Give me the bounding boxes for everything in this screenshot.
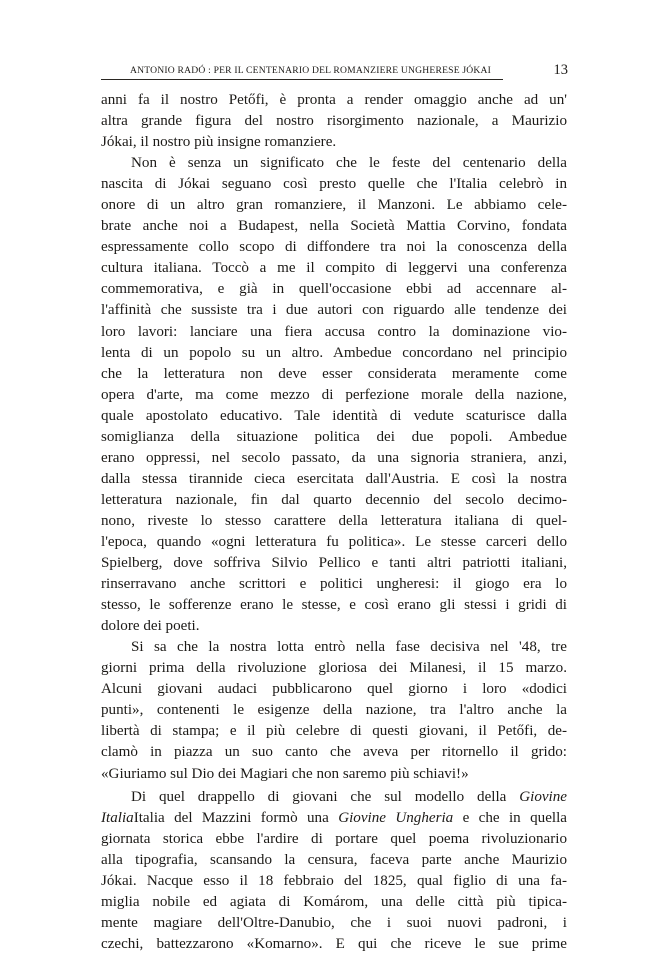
text-line: dalla stessa tirannide cieca esercitata dall'Austria. E così la nostra [101, 470, 567, 487]
text-run: Di quel drappello di giovani che sul modello della [131, 788, 520, 805]
text-line [101, 808, 567, 829]
text-line: Spielberg, dove soffriva Silvio Pellico e tanti altri patriotti italiani, [101, 555, 567, 572]
italic-title: Giovine Ungheria [338, 809, 454, 826]
text-line: quale apostolato educativo. Tale identità di vedute scaturisce dalla [101, 407, 567, 424]
text-line: Alcuni giovani audaci pubblicarono quel giorno i loro «dodici [101, 681, 567, 698]
text-line: dolore dei poeti. [101, 618, 200, 635]
text-line: opera d'arte, ma come mezzo di perfezione morale della nazione, [101, 386, 567, 403]
text-run: e che in quella [453, 809, 567, 826]
text-line: «Giuriamo sul Dio dei Magiari che non saremo più schiavi!» [101, 765, 469, 782]
text-line: giornata storica ebbe l'ardire di portare quel poema rivoluzionario [101, 830, 567, 847]
text-line: l'affinità che sussiste tra i due autori con riguardo alle tendenze dei [101, 302, 567, 319]
text-line: nascita di Jókai seguano così presto quelle che l'Italia celebrò in [101, 176, 567, 193]
text-line: mente magiare dell'Oltre-Danubio, che i suoi nuovi padroni, i [101, 914, 567, 931]
text-line: letteratura nazionale, fin dal quarto decennio del secolo decimo- [101, 491, 567, 508]
text-line: Non è senza un significato che le feste del centenario della [131, 155, 567, 172]
text-line: rinserravano anche scrittori e politici ungheresi: il giogo era lo [101, 576, 567, 593]
text-line: anni fa il nostro Petőfi, è pronta a render omaggio anche ad un' [101, 92, 567, 108]
text-line: che la letteratura non deve esser considerata meramente come [101, 365, 567, 382]
text-line: Jókai. Nacque esso il 18 febbraio del 1825, qual figlio di una fa- [101, 872, 567, 889]
text-line: czechi, battezzarono «Komarno». E qui che riceve le sue prime [101, 935, 567, 952]
text-line: brate anche noi a Budapest, nella Società Mattia Corvino, fondata [101, 218, 567, 235]
text-line: stesso, le sofferenze erano le stesse, e così erano gli stessi i gridi di [101, 597, 567, 614]
text-line: nono, riveste lo stesso carattere della letteratura italiana di quel- [101, 512, 567, 529]
text-run: Italia del Mazzini formò una [133, 809, 339, 826]
text-line [101, 787, 567, 808]
italic-title: Giovine [519, 788, 567, 805]
page-number: 13 [553, 62, 568, 78]
text-line: cultura italiana. Toccò a me il compito di leggervi una conferenza [101, 260, 567, 277]
text-line: erano oppressi, nel secolo passato, da una signoria straniera, anzi, [101, 449, 567, 466]
text-line: commemorativa, e già in quell'occasione ebbi ad accennare al- [101, 281, 567, 298]
italic-title: Italia [101, 809, 134, 826]
text-line: punti», contenenti le esigenze della nazione, tra l'altro anche la [101, 702, 567, 719]
text-line: espressamente collo scopo di diffondere tra noi la conoscenza della [101, 239, 567, 256]
text-line: miglia nobile ed agiata di Komárom, una delle città più tipica- [101, 893, 567, 910]
text-line: alla tipografia, scansando la censura, faceva parte anche Maurizio [101, 851, 567, 868]
text-line: onore di un altro gran romanziere, il Manzoni. Le abbiamo cele- [101, 197, 567, 214]
running-head [101, 56, 568, 76]
text-line: altra grande figura del nostro risorgimento nazionale, a Maurizio [101, 113, 567, 130]
header-rule [101, 79, 503, 80]
text-line: Si sa che la nostra lotta entrò nella fase decisiva nel '48, tre [131, 639, 567, 656]
text-line: Jókai, il nostro più insigne romanziere. [101, 134, 337, 151]
text-line: libertà di stampa; e il più celebre di questi giovani, il Petőfi, de- [101, 723, 567, 740]
body-text [101, 90, 567, 955]
text-line: giorni prima della rivoluzione gloriosa dei Milanesi, il 15 marzo. [101, 660, 567, 677]
text-line: l'epoca, quando «ogni letteratura fu politica». Le stesse carceri dello [101, 533, 567, 550]
text-line: lenta di un popolo su un altro. Ambedue concordano nel principio [101, 344, 567, 361]
text-line: somiglianza della situazione politica dei due popoli. Ambedue [101, 428, 567, 445]
text-line: loro lavori: lanciare una fiera accusa contro la dominazione vio- [101, 323, 567, 340]
text-line: clamò in piazza un suo canto che aveva per ritornello il grido: [101, 744, 567, 761]
running-title: ANTONIO RADÓ : PER IL CENTENARIO DEL ROMANZIERE UNGHERESE JÓKAI [130, 65, 492, 76]
